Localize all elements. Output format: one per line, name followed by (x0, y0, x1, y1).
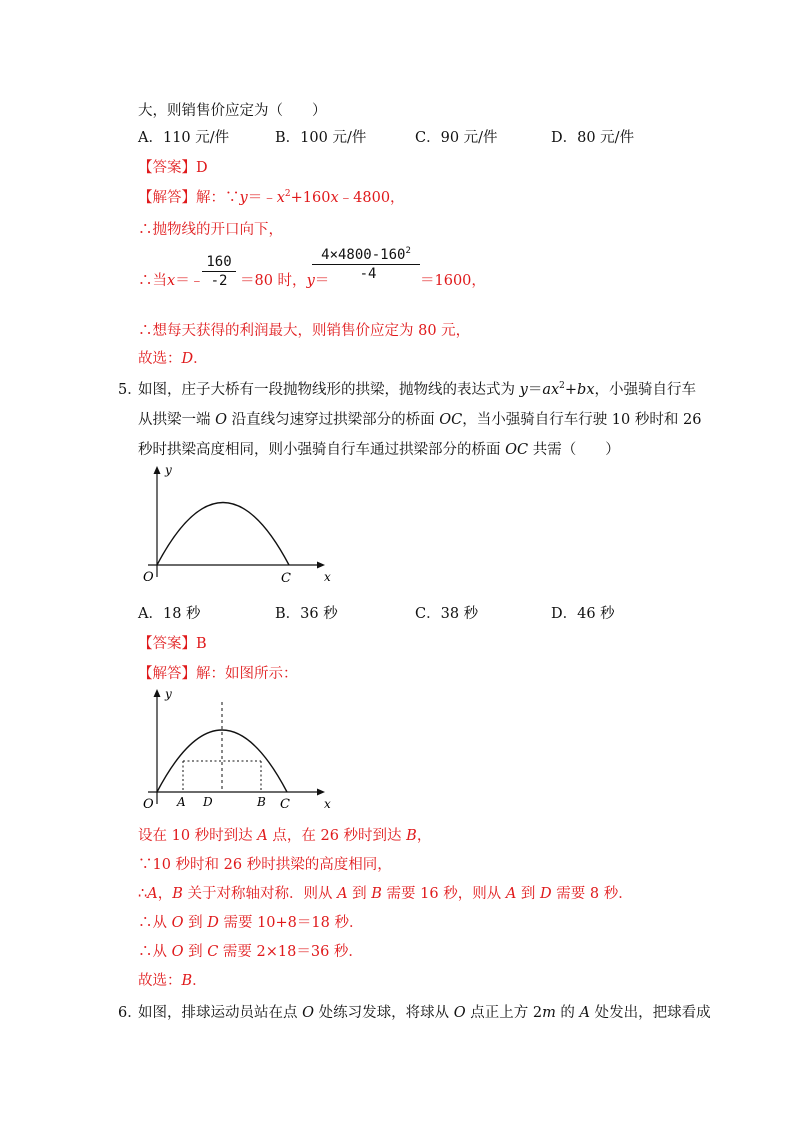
q6-stem-line-1 (138, 1003, 711, 1023)
text: ∴从 (138, 915, 172, 931)
numerator-exponent: 2 (405, 246, 411, 256)
choice: D (181, 351, 194, 367)
q5-number: 5． (118, 382, 142, 398)
eq-part: x (330, 190, 339, 206)
q5-solution-s4 (138, 913, 363, 933)
text: ． (192, 973, 207, 989)
text: ∴当 (138, 273, 167, 289)
solution-tag: 【解答】 (138, 666, 196, 682)
var: A (257, 828, 268, 844)
text: 沿直线匀速穿过拱梁部分的桥面 (227, 412, 440, 428)
eq-exponent: 2 (284, 189, 291, 199)
var: A (147, 886, 158, 902)
text: 到 (347, 886, 372, 902)
parabola-curve (157, 503, 289, 566)
var: O (453, 1005, 466, 1021)
q6-number: 6． (118, 1005, 142, 1021)
q5-stem-line-3 (138, 440, 620, 460)
point-a-label: A (177, 795, 186, 809)
text: 秒时拱梁高度相同，则小强骑自行车通过拱梁部分的桥面 (138, 442, 506, 458)
fraction-2 (312, 246, 420, 283)
x-axis-arrow (317, 789, 325, 796)
fraction-denominator: -2 (210, 273, 228, 289)
text: 到 (183, 915, 208, 931)
text: ＝﹣ (175, 273, 205, 289)
q5-stem-line-1 (138, 380, 696, 400)
q4-option-d: D．80 元/件 (551, 130, 635, 146)
text: 需要 16 秒，则从 (381, 886, 506, 902)
eq-part: +160 (290, 190, 331, 206)
q5-option-a: A．18 秒 (138, 606, 201, 622)
origin-label: O (143, 797, 154, 812)
y-axis-arrow (154, 689, 161, 697)
y-label: y (165, 687, 172, 701)
fraction-denominator: -4 (359, 266, 377, 282)
text: 设在 10 秒时到达 (138, 828, 258, 844)
text: 需要 10+8＝18 秒． (218, 915, 364, 931)
q5-solution-s5 (138, 942, 363, 962)
origin-label: O (143, 570, 154, 585)
exponent: 2 (559, 381, 565, 391)
var: O (302, 1005, 314, 1021)
text: 需要 2×18＝36 秒． (218, 944, 363, 960)
fraction-numerator: 160 (202, 253, 236, 272)
var: B (371, 886, 382, 902)
text: 如图，排球运动员站在点 (138, 1005, 303, 1021)
var: D (540, 886, 552, 902)
solution-intro: 解：如图所示： (196, 666, 298, 682)
var: A (505, 886, 517, 902)
var: B (406, 828, 417, 844)
parabola-figure-1 (130, 460, 350, 588)
text: 关于对称轴对称．则从 (182, 886, 338, 902)
q4-solution-line-4: ∴想每天获得的利润最大，则销售价应定为 80 元， (138, 323, 471, 339)
text: + (564, 382, 578, 398)
x-label: x (324, 797, 331, 811)
text: ∴从 (138, 944, 172, 960)
fraction-numerator (312, 246, 420, 265)
eq-part: ＝﹣ (247, 190, 277, 206)
var: C (207, 944, 219, 960)
q5-stem-line-2 (138, 410, 701, 430)
var: ax (542, 382, 560, 398)
q5-option-c: C．38 秒 (415, 606, 479, 622)
q5-solution-s3 (138, 884, 633, 904)
point-c-label: C (280, 797, 290, 812)
q5-solution-line-1 (138, 664, 298, 684)
q5-solution-s2: ∵10 秒时和 26 秒时拱梁的高度相同， (138, 857, 392, 873)
q4-option-c: C．90 元/件 (415, 130, 498, 146)
text: 点正上方 2 (465, 1005, 543, 1021)
text: ∴ (138, 886, 148, 902)
answer-value: D (196, 160, 208, 176)
text: 如图，庄子大桥有一段抛物线形的拱梁，抛物线的表达式为 (138, 382, 520, 398)
q4-choose (138, 349, 208, 369)
text: 需要 8 秒． (551, 886, 633, 902)
var: O (171, 915, 184, 931)
answer-tag: 【答案】 (138, 160, 196, 176)
text: 共需（ ） (528, 442, 620, 458)
text: 到 (516, 886, 541, 902)
eq-part: y (239, 190, 248, 206)
text: 故选： (138, 351, 182, 367)
var: D (207, 915, 219, 931)
point-b-label: B (257, 795, 266, 809)
text: 到 (183, 944, 208, 960)
var: bx (577, 382, 595, 398)
text: 处练习发球，将球从 (314, 1005, 454, 1021)
parabola-figure-2 (130, 684, 350, 814)
var: OC (439, 412, 463, 428)
text: 的 (555, 1005, 580, 1021)
q5-answer (138, 634, 207, 654)
x-axis-arrow (317, 562, 325, 569)
q4-solution-line-2: ∴抛物线的开口向下， (138, 222, 283, 238)
y-label: y (165, 463, 172, 477)
text: ＝80 时， (240, 273, 307, 289)
text: 故选： (138, 973, 182, 989)
text: 处发出，把球看成 (590, 1005, 711, 1021)
q4-solution-line-3 (138, 271, 204, 291)
q4-solution-line-3c: ＝1600， (420, 273, 486, 289)
q4-option-b: B．100 元/件 (275, 130, 367, 146)
solution-intro: 解：∵ (196, 190, 240, 206)
choice: B (181, 973, 193, 989)
text: ＝ (527, 382, 543, 398)
x-label: x (324, 570, 331, 584)
eq-part: x (276, 190, 285, 206)
answer-tag: 【答案】 (138, 636, 196, 652)
var: OC (505, 442, 529, 458)
point-d-label: D (203, 795, 213, 809)
q4-solution-line-1 (138, 188, 405, 208)
point-c-label: C (281, 571, 291, 586)
var: O (215, 412, 227, 428)
solution-tag: 【解答】 (138, 190, 196, 206)
var: O (171, 944, 184, 960)
q5-solution-s1 (138, 826, 431, 846)
answer-value: B (196, 636, 207, 652)
q4-option-a: A．110 元/件 (138, 130, 230, 146)
question-4-stem-tail: 大，则销售价应定为（ ） (138, 103, 327, 119)
text: 从拱梁一端 (138, 412, 216, 428)
y-axis-arrow (154, 466, 161, 474)
text: ． (193, 351, 208, 367)
text: ， (416, 828, 432, 844)
q4-answer (138, 158, 208, 178)
eq-part: ﹣4800， (338, 190, 405, 206)
q5-option-b: B．36 秒 (275, 606, 338, 622)
text: ＝ (314, 273, 330, 289)
var: B (172, 886, 183, 902)
text: ，小强骑自行车 (594, 382, 696, 398)
var: A (579, 1005, 591, 1021)
var: A (337, 886, 348, 902)
var-x: x (167, 273, 176, 289)
text: ， (157, 886, 173, 902)
var-y: y (306, 273, 315, 289)
var: m (542, 1005, 556, 1021)
numerator-text: 4×4800-160 (321, 247, 406, 263)
var: y (519, 382, 528, 398)
q5-option-d: D．46 秒 (551, 606, 615, 622)
fraction-1 (202, 253, 236, 290)
text: ，当小强骑自行车行驶 10 秒时和 26 (462, 412, 702, 428)
text: 点，在 26 秒时到达 (267, 828, 407, 844)
q5-choose (138, 971, 207, 991)
